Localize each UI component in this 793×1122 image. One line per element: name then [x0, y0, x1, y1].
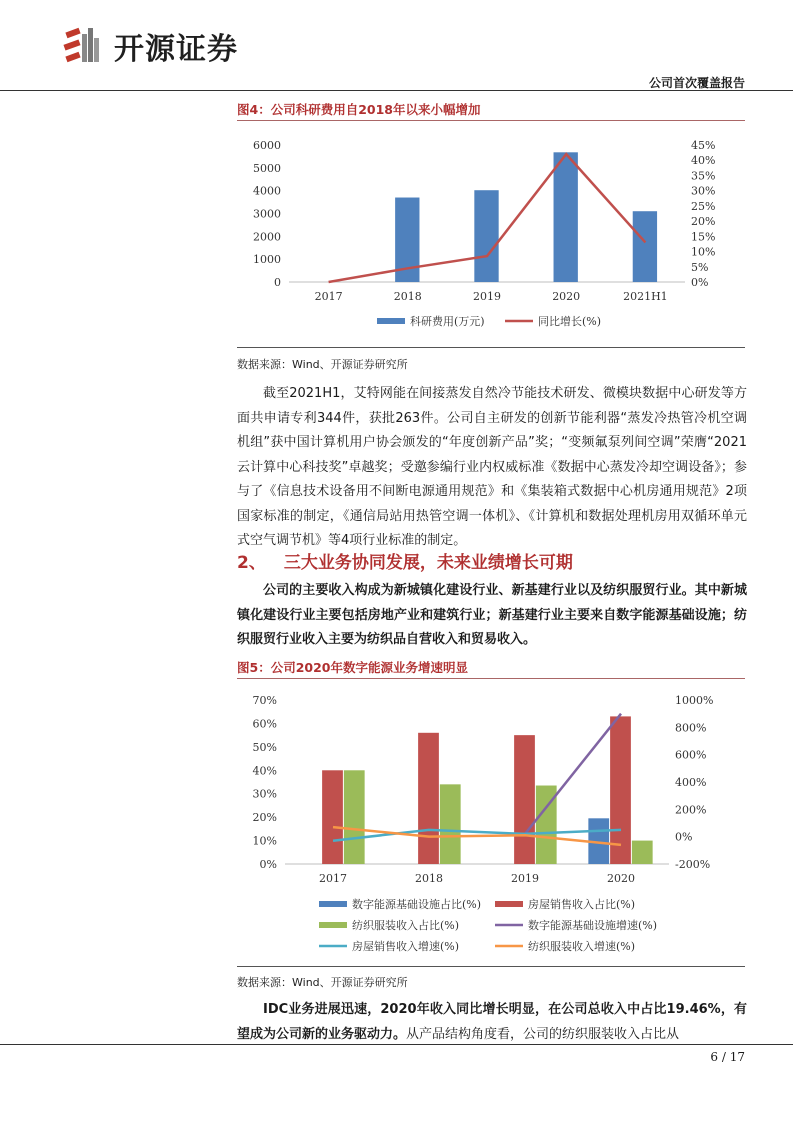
bar-1-2	[514, 735, 535, 864]
x-tick-label: 2017	[319, 872, 347, 885]
y-right-tick-label: 800%	[675, 721, 707, 735]
figure4-title: 图4：公司科研费用自2018年以来小幅增加	[237, 102, 481, 117]
y-right-tick-label: 35%	[691, 169, 716, 183]
y-left-tick-label: 60%	[252, 717, 277, 731]
legend-label-0: 数字能源基础设施占比(%)	[352, 898, 482, 911]
y-right-tick-label: 600%	[675, 748, 707, 762]
body-paragraph-1: 截至2021H1，艾特网能在间接蒸发自然冷节能技术研发、微模块数据中心研发等方面共申请专利344件，获批263件。公司自主研发的创新节能利器“蒸发冷热管冷机空调机组”获中国计算机用户协会颁发的“年度创新产品”奖；“变频氟泵列间空调”荣膺“2021云计算中心科技奖”卓越奖；受邀参编行业内权威标准《数据中心蒸发冷却空调设备》；参与了《信息技术设备用不间断电源通用规范》和《集装箱式数据中心机房通用规范》2项国家标准的制定，《通信局站用热管空调一体机》、《计算机和数据处理机房用双循环单元式空气调节机》等4项行业标准的制定。	[237, 386, 747, 548]
legend-label-1: 房屋销售收入占比(%)	[528, 898, 636, 911]
y-right-tick-label: 25%	[691, 199, 716, 213]
figure5-bottom-rule	[237, 966, 745, 967]
bar-1-3	[610, 716, 631, 864]
y-right-tick-label: 40%	[691, 154, 716, 168]
y-right-tick-label: 30%	[691, 184, 716, 198]
legend-swatch-1	[495, 901, 523, 907]
body-paragraph-3	[237, 998, 747, 1047]
y-right-tick-label: 0%	[691, 276, 709, 289]
bar-2-1	[440, 784, 461, 864]
report-type-label: 公司首次覆盖报告	[648, 76, 745, 90]
section-title: 三大业务协同发展，未来业绩增长可期	[283, 553, 573, 573]
x-tick-label: 2020	[552, 290, 581, 303]
line-series-0	[525, 714, 621, 834]
bar-1-0	[322, 770, 343, 864]
y-right-tick-label: 200%	[675, 803, 707, 817]
legend-label-3: 数字能源基础设施增速(%)	[528, 919, 658, 932]
paragraph3-bold: IDC业务进展迅速，2020年收入同比增长明显，在公司总收入中占比19.46%，有望成为公司新的业务驱动力。	[237, 1002, 747, 1042]
company-logo	[62, 22, 238, 70]
x-tick-label: 2017	[314, 290, 343, 303]
header-divider	[0, 90, 793, 91]
x-tick-label: 2020	[607, 872, 635, 885]
bar-0-3	[554, 152, 578, 282]
y-right-tick-label: -200%	[675, 858, 711, 871]
legend-label-2: 纺织服装收入占比(%)	[352, 919, 460, 932]
y-left-tick-label: 10%	[252, 834, 277, 848]
y-left-tick-label: 30%	[252, 787, 277, 801]
section-heading	[237, 548, 573, 573]
body-paragraph-2: 公司的主要收入构成为新城镇化建设行业、新基建行业以及纺织服贸行业。其中新城镇化建设行业主要包括房地产业和建筑行业；新基建行业主要来自数字能源基础设施；纺织服贸行业收入主要为纺织品自营收入和贸易收入。	[237, 583, 747, 647]
logo-text: 开源证券	[114, 32, 238, 67]
legend-swatch-2	[319, 922, 347, 928]
y-right-tick-label: 5%	[691, 260, 709, 274]
x-tick-label: 2018	[393, 290, 422, 303]
bar-0-2	[474, 190, 498, 282]
x-tick-label: 2021H1	[623, 290, 668, 303]
y-left-tick-label: 5000	[253, 161, 281, 175]
y-left-tick-label: 0%	[259, 858, 277, 871]
y-left-tick-label: 70%	[252, 694, 277, 707]
y-right-tick-label: 1000%	[675, 694, 714, 707]
y-right-tick-label: 0%	[675, 830, 693, 844]
y-right-tick-label: 400%	[675, 776, 707, 789]
y-left-tick-label: 50%	[252, 740, 277, 754]
section-number: 2、	[237, 553, 266, 573]
figure5-title: 图5：公司2020年数字能源业务增速明显	[237, 660, 468, 675]
y-left-tick-label: 6000	[253, 139, 281, 152]
figure5-chart	[237, 684, 747, 962]
x-tick-label: 2018	[415, 872, 443, 885]
bar-0-4	[633, 211, 657, 282]
y-left-tick-label: 1000	[253, 253, 281, 267]
bar-2-3	[632, 841, 653, 864]
figure4-chart	[237, 125, 747, 343]
paragraph3-rest: 从产品结构角度看，公司的纺织服装收入占比从	[406, 1026, 680, 1042]
y-left-tick-label: 2000	[253, 230, 281, 244]
legend-label-4: 房屋销售收入增速(%)	[352, 940, 460, 953]
legend-label-0: 科研费用(万元)	[410, 315, 485, 328]
y-right-tick-label: 20%	[691, 215, 716, 229]
y-right-tick-label: 45%	[691, 139, 716, 152]
figure4-bottom-rule	[237, 347, 745, 348]
y-left-tick-label: 20%	[252, 811, 277, 825]
y-left-tick-label: 4000	[253, 184, 281, 198]
y-right-tick-label: 10%	[691, 245, 716, 259]
y-left-tick-label: 3000	[253, 207, 281, 221]
logo-mark-icon	[62, 24, 106, 68]
legend-swatch-0	[319, 901, 347, 907]
page-number: 6 / 17	[710, 1050, 745, 1064]
x-tick-label: 2019	[473, 290, 501, 303]
y-left-tick-label: 40%	[252, 764, 277, 778]
legend-label-5: 纺织服装收入增速(%)	[528, 940, 636, 953]
bar-1-1	[418, 733, 439, 864]
figure5-title-rule	[237, 678, 745, 679]
figure4-title-rule	[237, 120, 745, 121]
legend-swatch-0	[377, 318, 405, 324]
y-left-tick-label: 0	[274, 276, 281, 289]
footer-divider	[0, 1044, 793, 1045]
legend-label-1: 同比增长(%)	[538, 315, 602, 328]
figure4-source: 数据来源：Wind、开源证券研究所	[237, 358, 408, 371]
bar-2-0	[344, 770, 365, 864]
figure5-source: 数据来源：Wind、开源证券研究所	[237, 976, 408, 989]
x-tick-label: 2019	[511, 872, 539, 885]
y-right-tick-label: 15%	[691, 230, 716, 244]
